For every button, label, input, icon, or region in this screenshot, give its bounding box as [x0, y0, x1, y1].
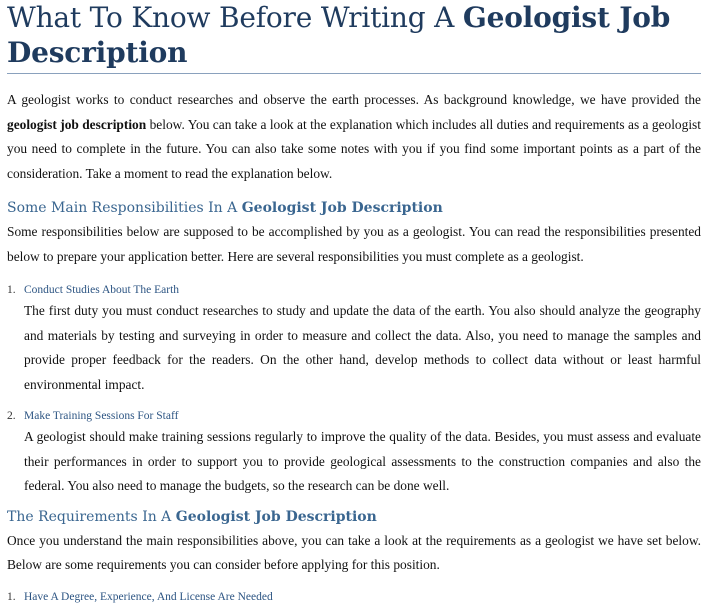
list-item-heading [7, 281, 701, 299]
intro-text-start: A geologist works to conduct researches and observe the earth processes. As background knowledge, we have provided the [7, 92, 701, 107]
list-item [7, 281, 701, 397]
requirements-paragraph: Once you understand the main responsibilities above, you can take a look at the requirements as a geologist we have set below. Below are some requirements you can consider before applying for this position. [7, 532, 701, 572]
intro-bold-keyword: geologist job description [7, 116, 147, 132]
list-item-heading [7, 588, 701, 606]
title-bold-line2: Description [7, 36, 188, 69]
list-item-number: 1. [7, 590, 16, 603]
list-item-number: 1. [7, 284, 16, 296]
intro-text-end: below. You can take a look at the explanation which includes all duties and requirements as a geologist you need to complete in the future. You can also take some notes with you if you find some important points as a part of the consideration. Take a moment to read the explanation below. [7, 116, 701, 181]
responsibilities-heading [7, 196, 701, 220]
list-item-title: Conduct Studies About The Earth [24, 284, 180, 296]
requirements-heading [7, 505, 701, 529]
title-plain: What To Know Before Writing A [7, 1, 463, 34]
intro-paragraph [7, 88, 701, 186]
responsibilities-heading-bold: Geologist Job Description [241, 200, 443, 216]
responsibilities-list [7, 281, 701, 499]
responsibilities-heading-plain: Some Main Responsibilities In A [7, 200, 242, 216]
list-item-heading [7, 407, 701, 425]
article [7, 0, 701, 606]
list-item-title: Have A Degree, Experience, And License Are Needed [24, 590, 273, 603]
list-item [7, 588, 701, 606]
list-item-text: A geologist should make training sessions regularly to improve the quality of the data. Besides, you must assess and evaluate their performances in order to support you to provide geological assessments to the construction companies and also the federal. You also need to manage the budgets, so the research can be done well. [24, 429, 701, 493]
title-bold-line1: Geologist Job [462, 1, 671, 34]
responsibilities-paragraph: Some responsibilities below are supposed to be accomplished by you as a geologist. You can read the responsibilities presented below to prepare your application better. Here are several responsibilities you must complete as a geologist. [7, 224, 701, 264]
list-item-text: The first duty you must conduct researches to study and update the data of the earth. You also should analyze the geography and materials by testing and surveying in order to measure and collect the data. Also, you need to manage the samples and provide proper feedback for the readers. On the other hand, develop methods to collect data without or least harmful environmental impact. [24, 303, 701, 392]
requirements-heading-plain: The Requirements In A [7, 508, 176, 525]
list-item-number: 2. [7, 410, 16, 422]
requirements-list [7, 588, 701, 606]
page-title [7, 0, 701, 70]
list-item-title: Make Training Sessions For Staff [24, 410, 179, 422]
requirements-heading-bold: Geologist Job Description [175, 508, 377, 525]
title-divider [7, 73, 701, 74]
list-item [7, 407, 701, 499]
